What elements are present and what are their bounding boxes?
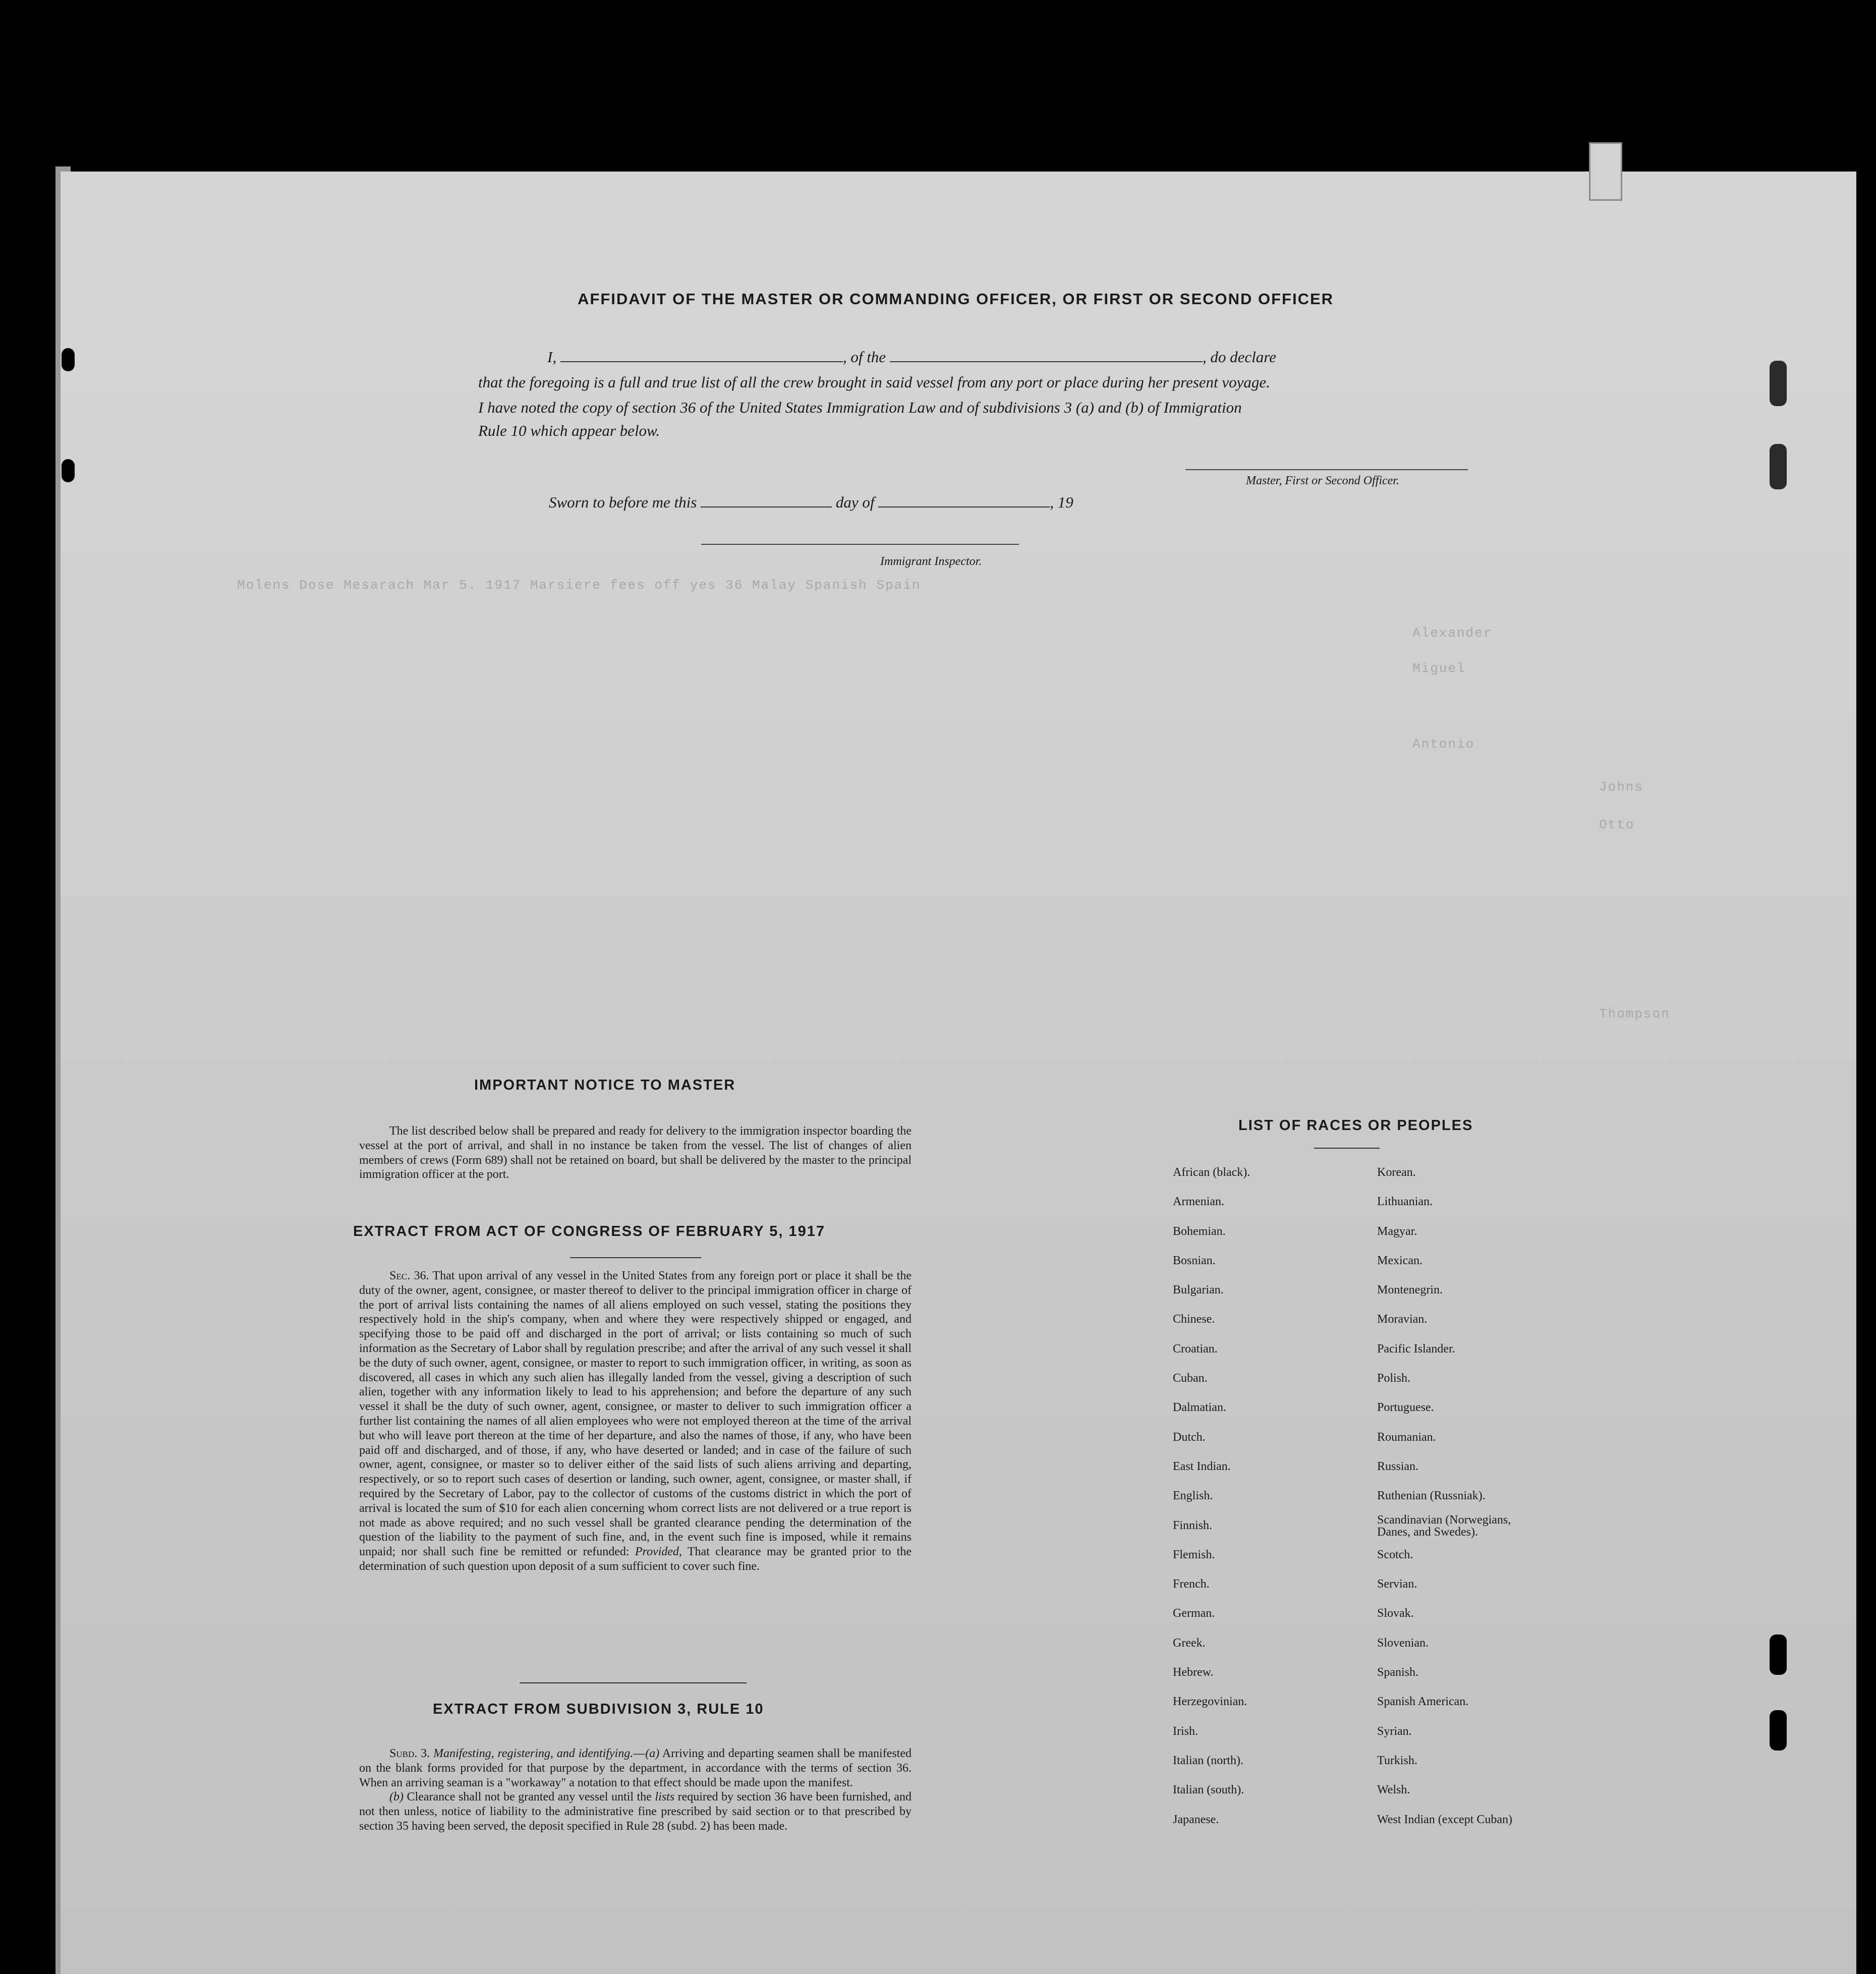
- race-item: Russian.: [1377, 1459, 1419, 1473]
- race-item: Finnish.: [1173, 1518, 1213, 1532]
- race-item: Japanese.: [1173, 1813, 1219, 1826]
- race-item: Slovenian.: [1377, 1636, 1429, 1650]
- act-text-end: That clearance may be granted prior to the determination of such question upon deposit of a sum sufficient to cover such fine.: [359, 1545, 912, 1573]
- races-title: LIST OF RACES OR PEOPLES: [1238, 1117, 1473, 1134]
- race-item: Mexican.: [1377, 1254, 1423, 1267]
- race-item: Lithuanian.: [1377, 1195, 1433, 1209]
- notice-text: The list described below shall be prepared and ready for delivery to the immigration inspector boarding the vessel at the port of arrival, and shall in no instance be taken from the vessel. The list of changes of alien members of crews (Form 689) shall not be retained on board, but shall be delivered by the master to the principal immigration officer at the port.: [359, 1124, 912, 1181]
- rule-b-lists: lists: [655, 1790, 675, 1804]
- race-item: Cuban.: [1173, 1372, 1208, 1385]
- affidavit-declare-label: , do declare: [1202, 348, 1276, 366]
- affidavit-line-4: Rule 10 which appear below.: [478, 422, 660, 439]
- bleed-through-text: Alexander: [1412, 626, 1493, 641]
- race-item: Italian (north).: [1173, 1754, 1243, 1767]
- sworn-year: , 19: [1050, 493, 1073, 511]
- race-item: Welsh.: [1377, 1783, 1410, 1797]
- master-signature-label: Master, First or Second Officer.: [1246, 474, 1399, 487]
- race-item: Armenian.: [1173, 1195, 1224, 1209]
- race-item: African (black).: [1173, 1166, 1250, 1179]
- vessel-blank[interactable]: [890, 361, 1203, 362]
- notice-paragraph: [359, 1124, 912, 1182]
- race-item: Slovak.: [1377, 1607, 1414, 1620]
- race-item: Syrian.: [1377, 1724, 1412, 1738]
- binder-hole: [1770, 361, 1787, 406]
- divider: [570, 1257, 701, 1258]
- race-item: Scotch.: [1377, 1548, 1413, 1561]
- race-item: Turkish.: [1377, 1754, 1417, 1767]
- race-item: Magyar.: [1377, 1224, 1417, 1238]
- bleed-through-text: Johns: [1599, 779, 1644, 795]
- binder-hole: [1770, 1710, 1787, 1751]
- race-item: East Indian.: [1173, 1459, 1231, 1473]
- rule-subd-heading: Manifesting, registering, and identifying.: [433, 1747, 634, 1760]
- race-item: West Indian (except Cuban): [1377, 1813, 1512, 1826]
- affidavit-of-the-label: , of the: [842, 348, 886, 366]
- rule-title: EXTRACT FROM SUBDIVISION 3, RULE 10: [433, 1701, 764, 1717]
- race-item: Bosnian.: [1173, 1254, 1216, 1267]
- race-item: Ruthenian (Russniak).: [1377, 1489, 1486, 1503]
- race-item: Greek.: [1173, 1636, 1206, 1650]
- race-item: Bulgarian.: [1173, 1283, 1224, 1297]
- rule-subd-label: Subd. 3.: [389, 1747, 430, 1760]
- affidavit-title: AFFIDAVIT OF THE MASTER OR COMMANDING OFFICER, OR FIRST OR SECOND OFFICER: [578, 290, 1334, 308]
- race-item: Portuguese.: [1377, 1401, 1434, 1415]
- race-item: Roumanian.: [1377, 1430, 1436, 1444]
- rule-paragraph: Subd. 3. Manifesting, registering, and identifying.—(a) Arriving and departing seamen shall be manifested on the blank forms provided for that purpose by the department, in accordance with the terms of section 36. When an arriving seaman is a "workaway" a notation to that effect should be made upon the manifest. (b) Clearance shall not be granted any vessel until the lists required by section 36 have been furnished, and not then unless, notice of liability to the administrative fine prescribed by said section or to that prescribed by section 35 having been served, the deposit specified in Rule 28 (subd. 2) has been made.: [359, 1747, 912, 1833]
- races-right-column: [1377, 1158, 1528, 1834]
- act-paragraph: [359, 1269, 912, 1574]
- bleed-through-text: Otto: [1599, 817, 1635, 832]
- sworn-month-blank[interactable]: [878, 506, 1050, 507]
- race-item: Spanish.: [1377, 1666, 1419, 1679]
- sworn-day-of: day of: [835, 493, 875, 511]
- race-item: Flemish.: [1173, 1548, 1215, 1561]
- divider: [520, 1682, 747, 1683]
- race-item: German.: [1173, 1607, 1215, 1620]
- race-item: Pacific Islander.: [1377, 1342, 1455, 1356]
- race-item: Scandinavian (Norwegians, Danes, and Swedes).: [1377, 1513, 1511, 1539]
- affidavit-i-label: I,: [547, 348, 557, 366]
- act-section-label: Sec. 36.: [389, 1269, 429, 1282]
- race-item: Moravian.: [1377, 1313, 1428, 1326]
- rule-a-label: (a): [645, 1747, 660, 1760]
- act-provided: Provided,: [635, 1545, 682, 1559]
- inspector-signature-label: Immigrant Inspector.: [880, 555, 982, 568]
- race-item: Irish.: [1173, 1724, 1198, 1738]
- divider: [1314, 1148, 1380, 1149]
- race-item: Chinese.: [1173, 1313, 1215, 1326]
- bleed-through-text: Molens Dose Mesarach Mar 5. 1917 Marsiere fees off yes 36 Malay Spanish Spain: [237, 578, 921, 593]
- race-item: Bohemian.: [1173, 1224, 1226, 1238]
- binder-hole: [1770, 444, 1787, 489]
- affidavit-line-1: [547, 348, 1276, 366]
- race-item: Hebrew.: [1173, 1666, 1214, 1679]
- sworn-day-blank[interactable]: [701, 506, 832, 507]
- affidavit-line-2: that the foregoing is a full and true list of all the crew brought in said vessel from any port or place during her present voyage.: [478, 373, 1270, 391]
- race-item: Montenegrin.: [1377, 1283, 1443, 1297]
- bleed-through-text: Thompson: [1599, 1006, 1670, 1022]
- bleed-through-text: Antonio: [1412, 737, 1475, 752]
- sworn-line: [549, 493, 1073, 512]
- races-left-column: [1173, 1158, 1250, 1834]
- document-page: [61, 172, 1856, 1974]
- binder-hole: [1770, 1634, 1787, 1675]
- race-item: Italian (south).: [1173, 1783, 1244, 1797]
- inspector-signature-line[interactable]: [701, 544, 1019, 545]
- race-item: Polish.: [1377, 1372, 1411, 1385]
- name-blank[interactable]: [560, 361, 843, 362]
- race-item: Korean.: [1377, 1166, 1416, 1179]
- race-item: Servian.: [1377, 1577, 1417, 1591]
- act-title: EXTRACT FROM ACT OF CONGRESS OF FEBRUARY 5, 1917: [353, 1223, 826, 1239]
- paper-tab: [1589, 142, 1622, 201]
- act-text: That upon arrival of any vessel in the United States from any foreign port or place it shall be the duty of the owner, agent, consignee, or master thereof to deliver to the principal immigration officer in charge of the port of arrival lists containing the names of all aliens employed on such vessel, stating the positions they respectively hold in the ship's company, when and where they were respectively shipped or engaged, and specifying those to be paid off and discharged in the port of arrival; or lists containing so much of such information as the Secretary of Labor shall by regulation prescribe; and after the arrival of any such vessel it shall be the duty of such owner, agent, consignee, or master to report to such immigration officer, in writing, as soon as discovered, all cases in which any such alien has illegally landed from the vessel, giving a description of such alien, together with any information likely to lead to his apprehension; and before the departure of any such vessel it shall be the duty of such owner, agent, consignee, or master to deliver to such immigration officer a further list containing the names of all alien employees who were not employed thereon at the time of the arrival but who will leave port thereon at the time of her departure, and also the names of those, if any, who have been paid off and discharged, and of those, if any, who have deserted or landed; and in case of the failure of such owner, agent, consignee, or master so to deliver either of the said lists of such aliens arriving and departing, respectively, or so to report such cases of desertion or landing, such owner, agent, consignee, or master shall, if required by the Secretary of Labor, pay to the collector of customs of the customs district in which the port of arrival is located the sum of $10 for each alien concerning whom correct lists are not delivered or a true report is not made as above required; and no such vessel shall be granted clearance pending the determination of the question of the liability to the payment of such fine, and, in the event such fine is imposed, while it remains unpaid; nor shall such fine be remitted or refunded:: [359, 1269, 912, 1559]
- master-signature-line[interactable]: [1185, 469, 1468, 470]
- race-item: English.: [1173, 1489, 1213, 1503]
- binder-hole: [62, 459, 75, 482]
- race-item: Herzegovinian.: [1173, 1695, 1247, 1709]
- notice-title: IMPORTANT NOTICE TO MASTER: [474, 1077, 736, 1093]
- affidavit-line-3: I have noted the copy of section 36 of the United States Immigration Law and of subdivisions 3 (a) and (b) of Immigration: [478, 399, 1242, 416]
- race-item: French.: [1173, 1577, 1210, 1591]
- binder-hole: [62, 348, 75, 371]
- sworn-prefix: Sworn to before me this: [549, 493, 697, 511]
- race-item: Dutch.: [1173, 1430, 1206, 1444]
- race-item: Dalmatian.: [1173, 1401, 1226, 1415]
- rule-b-text-2: required by section 36 have been furnished, and not then unless, notice of liability to the administrative fine prescribed by said section or to that prescribed by section 35 having been served, the deposit specified in Rule 28 (subd. 2) has been made.: [359, 1790, 912, 1833]
- race-item: Croatian.: [1173, 1342, 1218, 1356]
- race-item: Spanish American.: [1377, 1695, 1469, 1709]
- rule-b-label: (b): [389, 1790, 404, 1804]
- rule-a-text: Arriving and departing seamen shall be manifested on the blank forms provided for that purpose by the department, in accordance with the terms of section 36. When an arriving seaman is a "workaway" a notation to that effect should be made upon the manifest.: [359, 1747, 912, 1789]
- rule-b-text-1: Clearance shall not be granted any vessel until the: [407, 1790, 652, 1804]
- bleed-through-text: Miguel: [1412, 661, 1466, 676]
